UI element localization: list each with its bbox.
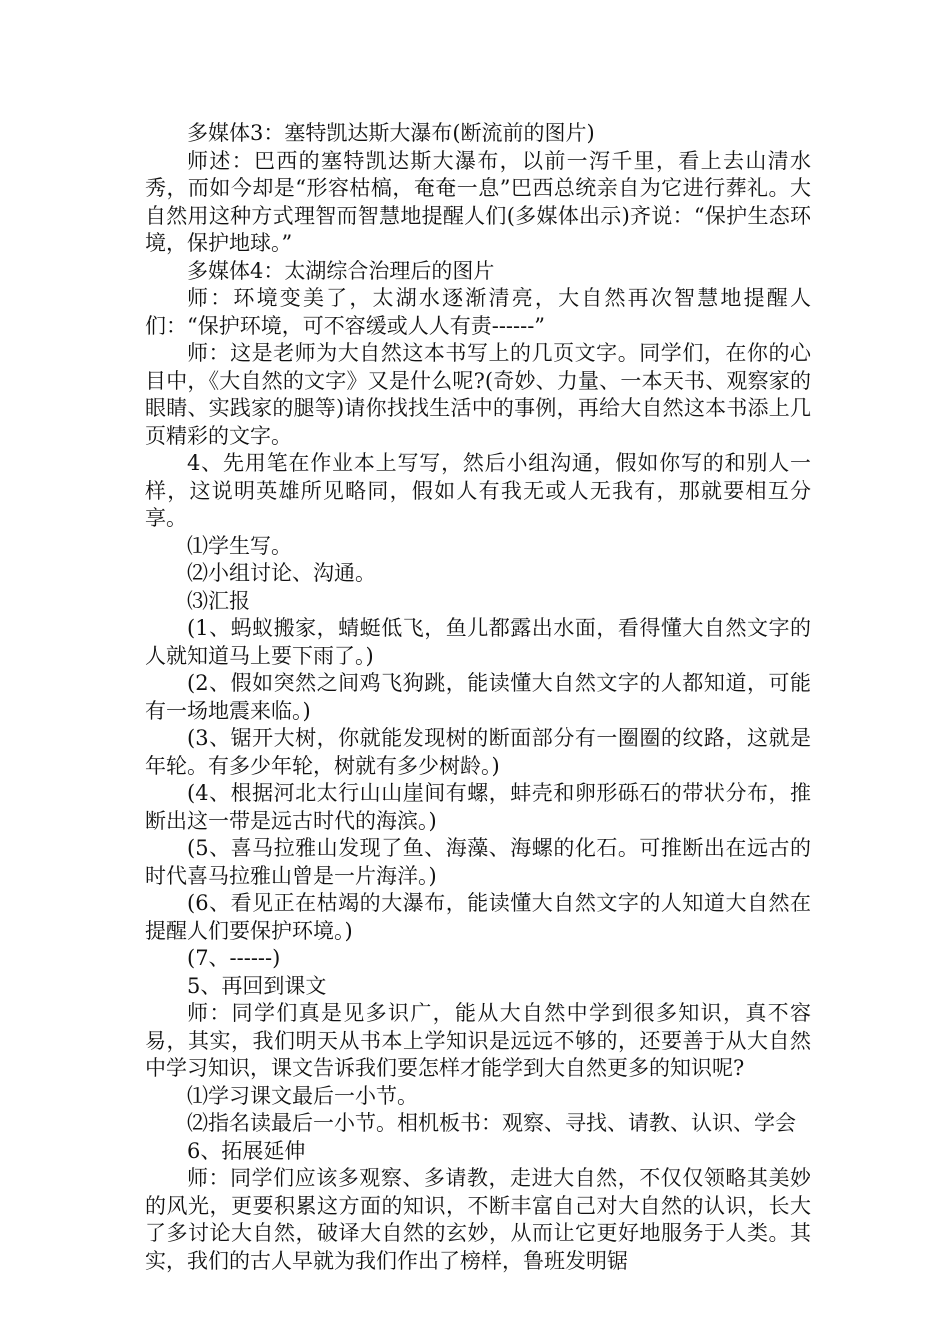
- paragraph: (1、蚂蚁搬家，蜻蜓低飞，鱼儿都露出水面，看得懂大自然文字的人就知道马上要下雨了。): [145, 616, 811, 668]
- paragraph: 师：同学们应该多观察、多请教，走进大自然，不仅仅领略其美妙的风光，更要积累这方面的知识，不断丰富自己对大自然的认识，长大了多讨论大自然，破译大自然的玄妙，从而让它更好地服务于人类。其实，我们的古人早就为我们作出了榜样，鲁班发明锯: [145, 1166, 811, 1273]
- paragraph: (5、喜马拉雅山发现了鱼、海藻、海螺的化石。可推断出在远古的时代喜马拉雅山曾是一片海洋。): [145, 836, 811, 888]
- paragraph: 6、拓展延伸: [187, 1138, 306, 1163]
- document-body: [145, 120, 811, 1275]
- paragraph: (6、看见正在枯竭的大瀑布，能读懂大自然文字的人知道大自然在提醒人们要保护环境。): [145, 891, 811, 943]
- paragraph: ⑶汇报: [187, 588, 250, 613]
- paragraph: 师：这是老师为大自然这本书写上的几页文字。同学们，在你的心目中，《大自然的文字》又是什么呢?(奇妙、力量、一本天书、观察家的眼睛、实践家的腿等)请你找找生活中的事例，再给大自然这本书添上几页精彩的文字。: [145, 341, 811, 448]
- paragraph: 4、先用笔在作业本上写写，然后小组沟通，假如你写的和别人一样，这说明英雄所见略同，假如人有我无或人无我有，那就要相互分享。: [145, 451, 811, 530]
- paragraph: (2、假如突然之间鸡飞狗跳，能读懂大自然文字的人都知道，可能有一场地震来临。): [145, 671, 811, 723]
- paragraph: 师：同学们真是见多识广，能从大自然中学到很多知识，真不容易，其实，我们明天从书本上学知识是远远不够的，还要善于从大自然中学习知识，课文告诉我们要怎样才能学到大自然更多的知识呢?: [145, 1001, 811, 1080]
- paragraph: (3、锯开大树，你就能发现树的断面部分有一圈圈的纹路，这就是年轮。有多少年轮，树就有多少树龄。): [145, 726, 811, 778]
- paragraph: 5、再回到课文: [187, 973, 327, 998]
- paragraph: ⑴学生写。: [187, 533, 292, 558]
- paragraph: ⑵小组讨论、沟通。: [187, 561, 376, 585]
- paragraph: ⑵指名读最后一小节。相机板书：观察、寻找、请教、认识、学会: [187, 1111, 796, 1135]
- paragraph: 多媒体4：太湖综合治理后的图片: [187, 258, 495, 283]
- paragraph: 师：环境变美了，太湖水逐渐清亮，大自然再次智慧地提醒人们：“保护环境，可不容缓或人人有责------”: [145, 286, 811, 338]
- paragraph: 多媒体3：塞特凯达斯大瀑布(断流前的图片): [187, 121, 595, 145]
- paragraph: (4、根据河北太行山山崖间有螺，蚌壳和卵形砾石的带状分布，推断出这一带是远古时代的海滨。): [145, 781, 811, 833]
- paragraph: (7、------): [187, 946, 281, 970]
- paragraph: ⑴学习课文最后一小节。: [187, 1083, 418, 1108]
- paragraph: 师述：巴西的塞特凯达斯大瀑布，以前一泻千里，看上去山清水秀，而如今却是“形容枯槁，奄奄一息”巴西总统亲自为它进行葬礼。大自然用这种方式理智而智慧地提醒人们(多媒体出示)齐说：“保护生态环境，保护地球。”: [145, 148, 811, 255]
